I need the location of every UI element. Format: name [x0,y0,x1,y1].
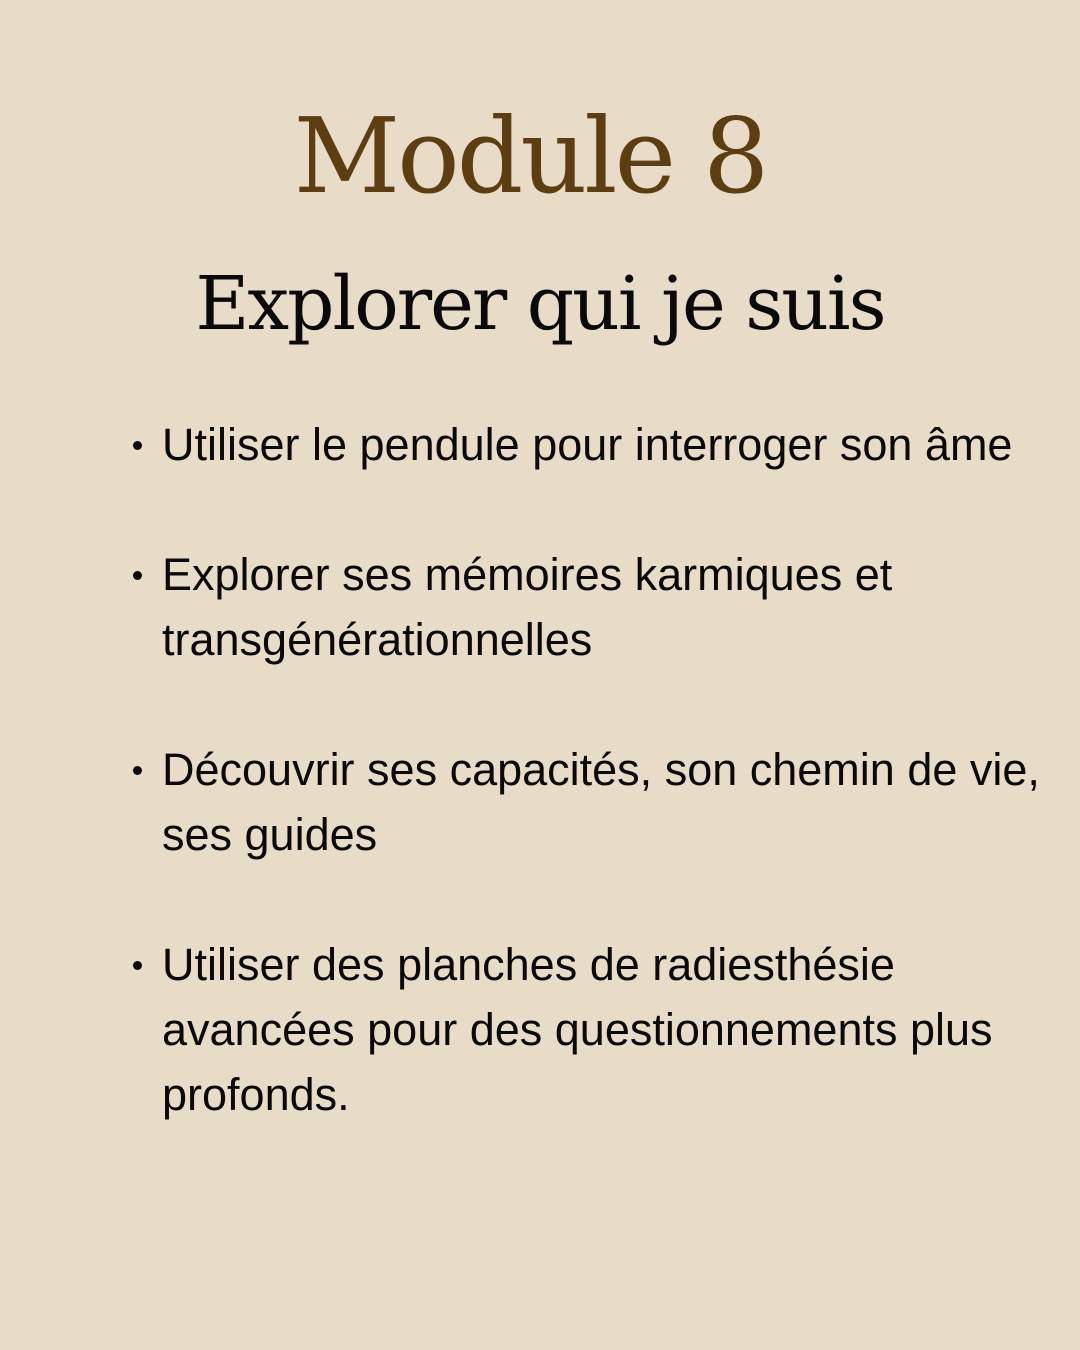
list-item-text: Utiliser des planches de radiesthésie avancées pour des questionnements plus profonds. [162,939,993,1120]
bullet-dot-icon [133,571,142,580]
list-item-text: Explorer ses mémoires karmiques et transgénérationnelles [162,549,893,665]
list-item-text: Découvrir ses capacités, son chemin de vie, ses guides [162,744,1040,860]
list-item [162,542,1042,672]
bullet-dot-icon [133,441,142,450]
list-item [162,412,1042,477]
bullet-dot-icon [133,961,142,970]
page-title: Module 8 [293,95,767,217]
list-item [162,932,1042,1127]
list-item [162,737,1042,867]
list-item-text: Utiliser le pendule pour interroger son âme [162,419,1013,470]
page-subtitle: Explorer qui je suis [195,261,885,347]
bullet-dot-icon [133,766,142,775]
